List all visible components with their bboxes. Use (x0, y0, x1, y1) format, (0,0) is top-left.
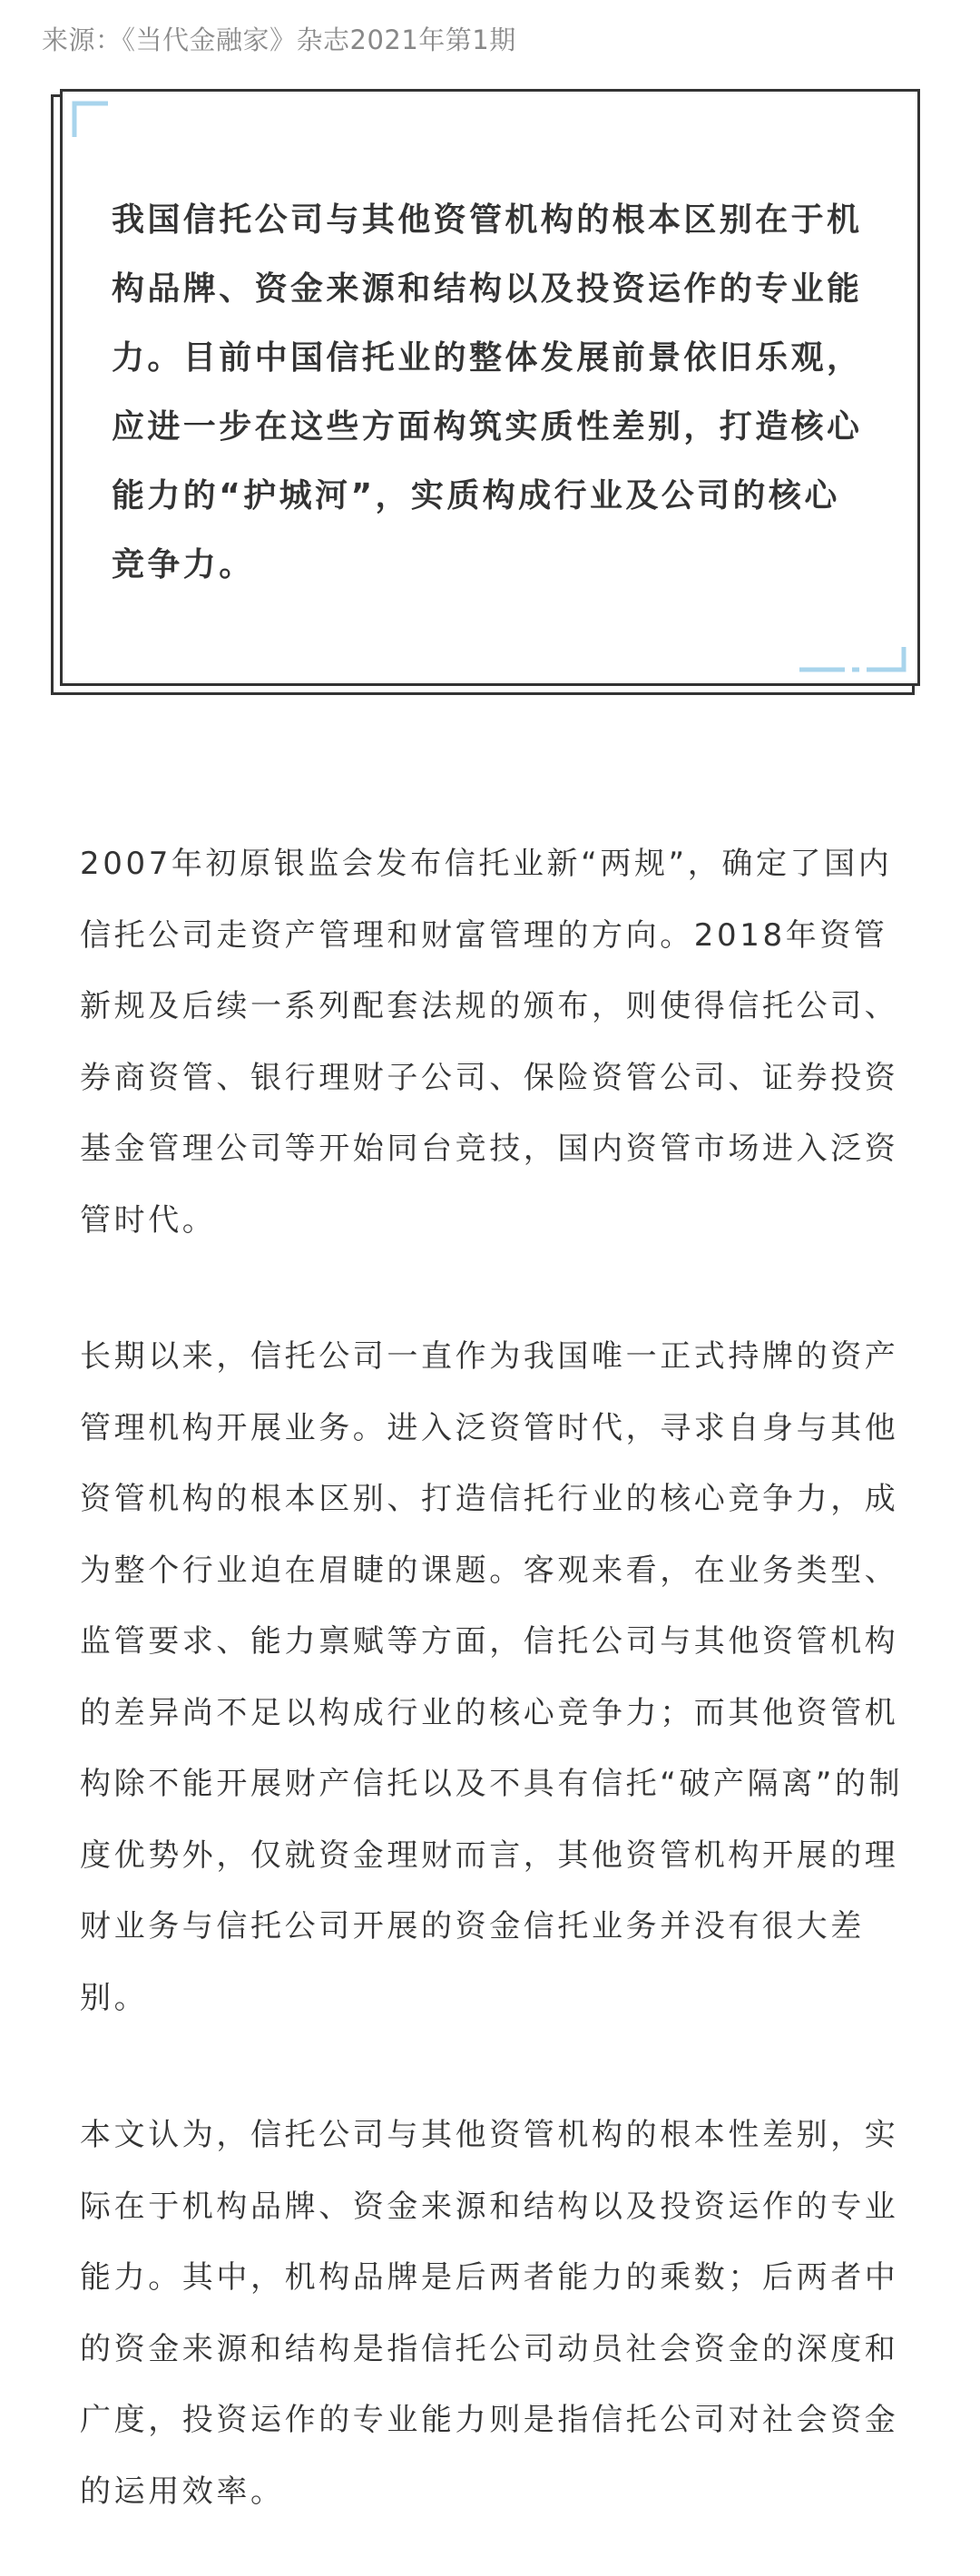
quote-box (60, 89, 920, 686)
corner-bracket-top-left-icon (72, 101, 110, 139)
paragraph-fundamental-difference: 本文认为，信托公司与其他资管机构的根本性差别，实际在于机构品牌、资金来源和结构以及投资运作的专业能力。其中，机构品牌是后两者能力的乘数；后两者中的资金来源和结构是指信托公司动员社会资金的深度和广度，投资运作的专业能力则是指信托公司对社会资金的运用效率。 (80, 2117, 899, 2510)
paragraph-trust-company-position: 长期以来，信托公司一直作为我国唯一正式持牌的资产管理机构开展业务。进入泛资管时代，寻求自身与其他资管机构的根本区别、打造信托行业的核心竞争力，成为整个行业迫在眉睫的课题。客观来看，在业务类型、监管要求、能力禀赋等方面，信托公司与其他资管机构的差异尚不足以构成行业的核心竞争力；而其他资管机构除不能开展财产信托以及不具有信托“破产隔离”的制度优势外，仅就资金理财而言，其他资管机构开展的理财业务与信托公司开展的资金信托业务并没有很大差别。 (80, 1338, 904, 2016)
quote-text: 我国信托公司与其他资管机构的根本区别在于机构品牌、资金来源和结构以及投资运作的专业能力。目前中国信托业的整体发展前景依旧乐观，应进一步在这些方面构筑实质性差别，打造核心能力的“护城河”，实质构成行业及公司的核心竞争力。 (112, 201, 863, 583)
article-source: 来源：《当代金融家》杂志2021年第1期 (42, 24, 516, 55)
corner-bracket-bottom-right-icon (799, 647, 908, 674)
paragraph-two-regulations: 2007年初原银监会发布信托业新“两规”，确定了国内信托公司走资产管理和财富管理的方向。2018年资管新规及后续一系列配套法规的颁布，则使得信托公司、券商资管、银行理财子公司、保险资管公司、证券投资基金管理公司等开始同台竞技，国内资管市场进入泛资管时代。 (80, 846, 899, 1239)
